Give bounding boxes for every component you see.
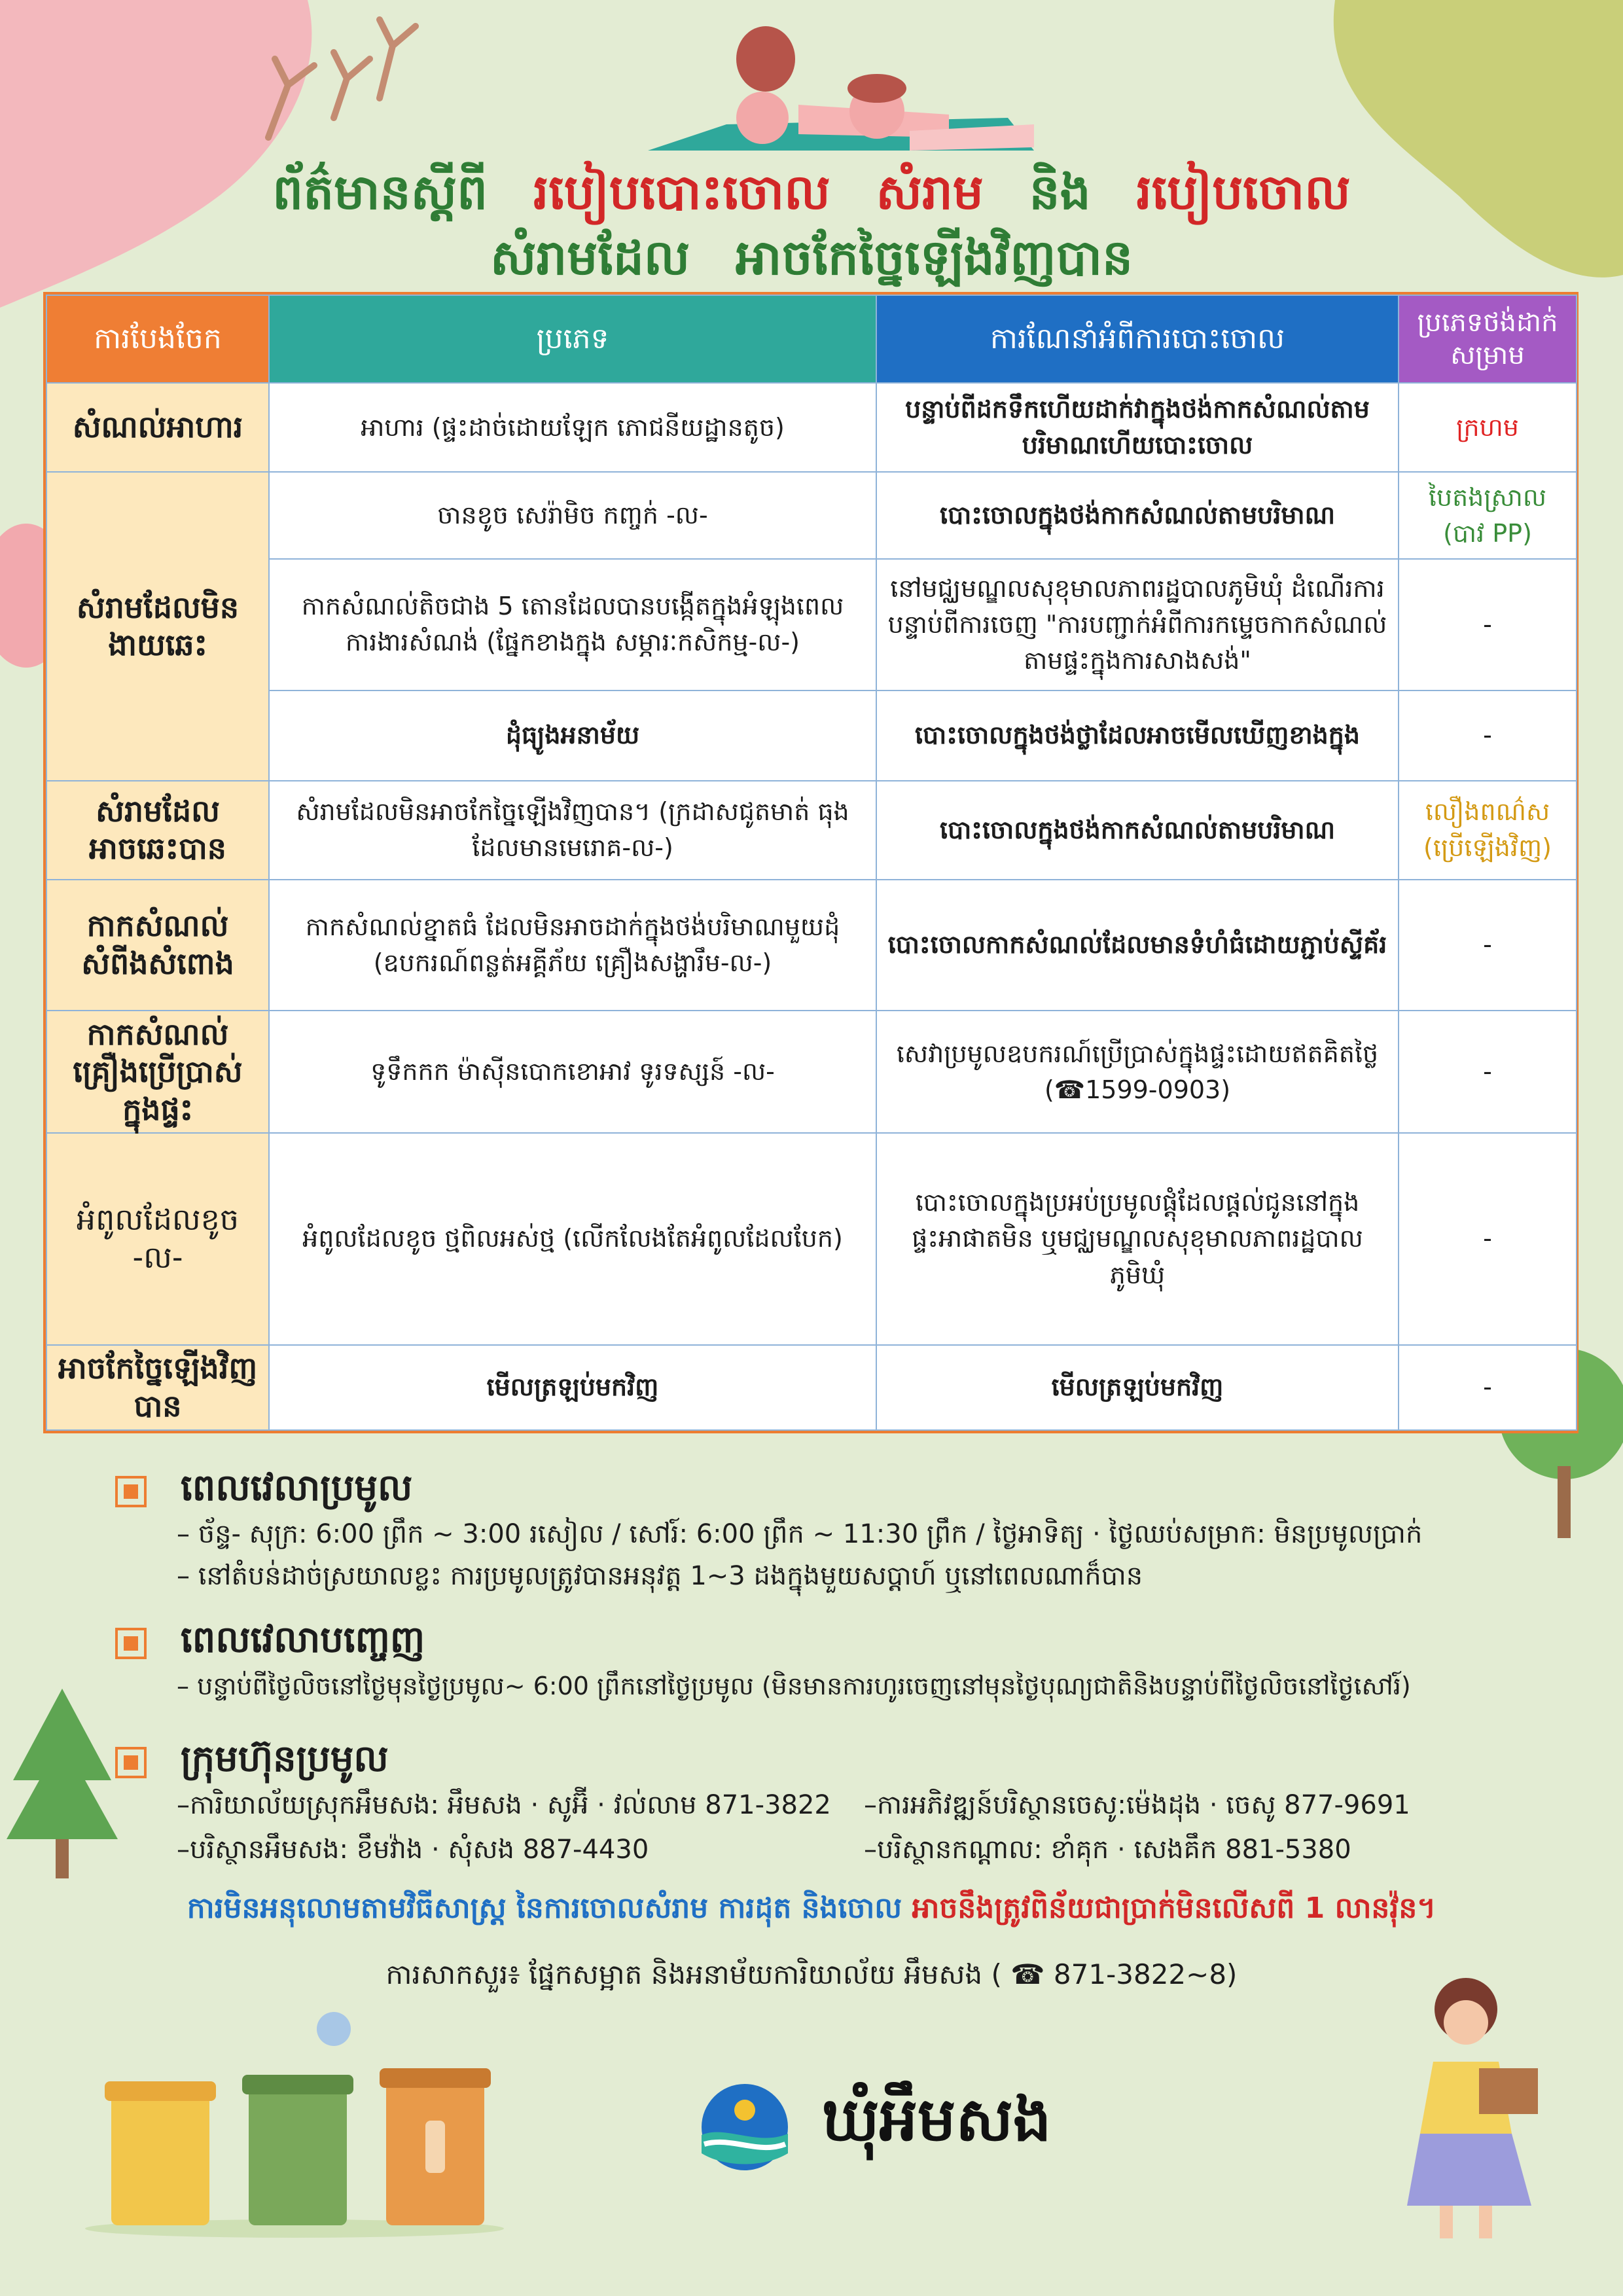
collection-time-heading <box>115 1465 412 1518</box>
table-row <box>46 1345 1577 1430</box>
table-row <box>46 781 1577 880</box>
square-bullet-icon <box>115 1628 147 1659</box>
title-part-garbage: សំរាម <box>876 164 984 221</box>
company-4: –បរិស្ថានកណ្ដាល: ខាំគុក · សេងគឹក 881-5380 <box>864 1835 1351 1865</box>
branch-decoration <box>236 7 432 151</box>
page-title-line-2 <box>0 228 1623 298</box>
header-type: ប្រភេទ <box>269 295 876 383</box>
table-row <box>46 559 1577 691</box>
table-row <box>46 472 1577 558</box>
row-type: មើលត្រឡប់មកវិញ <box>269 1345 876 1430</box>
row-type: អំពូលដែលខូច ថ្មពិលអស់ថ្ម (លើកលែងតែអំពូលដែលបែក) <box>269 1133 876 1344</box>
table-row <box>46 383 1577 472</box>
row-category: សំណល់អាហារ <box>46 383 269 472</box>
row-category: កាកសំណល់សំពីងសំពោង <box>46 880 269 1011</box>
row-bag: ក្រហម <box>1399 383 1577 472</box>
row-bag: - <box>1399 1011 1577 1133</box>
row-category: អាចកែច្នៃឡើងវិញបាន <box>46 1345 269 1430</box>
table-row <box>46 691 1577 781</box>
square-bullet-icon <box>115 1476 147 1507</box>
row-bag: បៃតងស្រាល (បាវ PP) <box>1399 472 1577 558</box>
title-part-which: សំរាមដែល <box>490 230 690 286</box>
row-type: សំរាមដែលមិនអាចកែច្នៃឡើងវិញបាន។ (ក្រដាសជូតមាត់ ធុងដែលមានមេរោគ-ល-) <box>269 781 876 880</box>
row-bag: - <box>1399 559 1577 691</box>
row-guidance: បោះចោលក្នុងប្រអប់ប្រមូលផ្ដុំដែលផ្ដល់ជូននៅក្នុង ផ្ទះអាផាតមិន ឬមជ្ឈមណ្ឌលសុខុមាលភាពរដ្ឋបាល ភូមិឃុំ <box>876 1133 1399 1344</box>
recycling-bins-illustration <box>72 2003 517 2238</box>
title-part-disposal: របៀបចោល <box>1136 164 1351 221</box>
penalty-warning <box>0 1890 1623 1932</box>
header-guidance: ការណែនាំអំពីការបោះចោល <box>876 295 1399 383</box>
discharge-time-title: ពេលវេលាបញ្ចេញ <box>181 1619 425 1661</box>
contact-info: ការសាកសួរ៖ ផ្នែកសម្អាត និងអនាម័យការិយាល័យ អឹមសង ( ☎ 871-3822~8) <box>385 1958 1238 1990</box>
company-1: –ការិយាល័យស្រុកអឹមសង: អឹមសង · សូអ៊ី · វល់លាម 871-3822 <box>177 1790 831 1820</box>
row-category: សំរាមដែលអាចឆេះបាន <box>46 781 269 880</box>
row-category: អំពូលដែលខូច -ល- <box>46 1133 269 1344</box>
company-2: –ការអភិវឌ្ឍន៍បរិស្ថានចេសូ:ម៉េងដុង · ចេសូ 877-9691 <box>864 1790 1410 1820</box>
companies-title: ក្រុមហ៊ុនប្រមូល <box>181 1738 389 1780</box>
row-bag: លឿងពណ៌ស (ប្រើឡើងវិញ) <box>1399 781 1577 880</box>
title-part-recyclable: អាចកែច្នៃឡើងវិញបាន <box>736 230 1133 286</box>
row-category: កាកសំណល់គ្រឿងប្រើប្រាស់ក្នុងផ្ទះ <box>46 1011 269 1133</box>
header-category: ការបែងចែក <box>46 295 269 383</box>
row-type: ចានខូច សេរ៉ាមិច កញ្ចក់ -ល- <box>269 472 876 558</box>
row-guidance: បន្ទាប់ពីដកទឹកហើយដាក់វាក្នុងថង់កាកសំណល់តាមបរិមាណហើយបោះចោល <box>876 383 1399 472</box>
collection-time-line-2: – នៅតំបន់ដាច់ស្រយាលខ្លះ ការប្រមូលត្រូវបានអនុវត្ត 1~3 ដងក្នុងមួយសប្ដាហ៍ ឬនៅពេលណាក៏បាន <box>177 1561 1143 1591</box>
woman-with-box-illustration <box>1381 1970 1558 2245</box>
row-type: អាហារ (ផ្ទះដាច់ដោយឡែក ភោជនីយដ្ឋានតូច) <box>269 383 876 472</box>
title-part-method: របៀបបោះចោល <box>533 164 830 221</box>
warning-part-1: ការមិនអនុលោមតាមវិធីសាស្ត្រ នៃការចោលសំរាម ការដុត និងចោល <box>187 1892 902 1925</box>
table-row <box>46 1011 1577 1133</box>
discharge-time-heading <box>115 1617 425 1670</box>
table-row <box>46 880 1577 1011</box>
company-3: –បរិស្ថានអឹមសង: ខឹមវ៉ាង · សុំសង 887-4430 <box>177 1835 649 1865</box>
companies-heading <box>115 1736 389 1789</box>
row-guidance: មើលត្រឡប់មកវិញ <box>876 1345 1399 1430</box>
title-part-info: ព័ត៌មានស្ដីពី <box>272 164 488 221</box>
row-guidance: បោះចោលក្នុងថង់កាកសំណល់តាមបរិមាណ <box>876 781 1399 880</box>
disposal-guide-table <box>43 292 1578 1433</box>
row-guidance: បោះចោលក្នុងថង់កាកសំណល់តាមបរិមាណ <box>876 472 1399 558</box>
people-lying-illustration <box>641 20 1047 157</box>
row-type: ដុំធ្យូងអនាម័យ <box>269 691 876 781</box>
collection-time-line-1: – ច័ន្ទ- សុក្រ: 6:00 ព្រឹក ~ 3:00 រសៀល / សៅរ៍: 6:00 ព្រឹក ~ 11:30 ព្រឹក / ថ្ងៃអាទិត្យ · ថ្ងៃឈប់សម្រាក: មិនប្រមូលប្រាក់ <box>177 1519 1423 1549</box>
collection-time-title: ពេលវេលាប្រមូល <box>181 1467 413 1509</box>
row-guidance: នៅមជ្ឈមណ្ឌលសុខុមាលភាពរដ្ឋបាលភូមិឃុំ ដំណើរការបន្ទាប់ពីការចេញ "ការបញ្ជាក់អំពីការកម្ទេចកាកសំណល់តាមផ្ទះក្នុងការសាងសង់" <box>876 559 1399 691</box>
square-bullet-icon <box>115 1747 147 1778</box>
discharge-time-line-1: – បន្ទាប់ពីថ្ងៃលិចនៅថ្ងៃមុនថ្ងៃប្រមូល~ 6:00 ព្រឹកនៅថ្ងៃប្រមូល (មិនមានការហូរចេញនៅមុនថ្ងៃបុណ្យជាតិនិងបន្ទាប់ពីថ្ងៃលិចនៅថ្ងៃសៅរ៍) <box>177 1672 1411 1700</box>
row-guidance: បោះចោលកាកសំណល់ដែលមានទំហំធំដោយភ្ជាប់ស្ទីគ័រ <box>876 880 1399 1011</box>
row-guidance: បោះចោលក្នុងថង់ថ្លាដែលអាចមើលឃើញខាងក្នុង <box>876 691 1399 781</box>
title-part-and: និង <box>1029 164 1091 221</box>
row-bag: - <box>1399 1133 1577 1344</box>
warning-part-2: អាចនឹងត្រូវពិន័យជាប្រាក់មិនលើសពី 1 លានវ៉ុន។ <box>912 1892 1436 1925</box>
row-bag: - <box>1399 880 1577 1011</box>
emseong-logo-icon <box>699 2081 791 2173</box>
table-row <box>46 1133 1577 1344</box>
row-bag: - <box>1399 691 1577 781</box>
page-title-line-1 <box>0 162 1623 233</box>
header-bag-type: ប្រភេទថង់ដាក់សម្រាម <box>1399 295 1577 383</box>
row-guidance: សេវាប្រមូលឧបករណ៍ប្រើប្រាស់ក្នុងផ្ទះដោយឥតគិតថ្លៃ (☎1599-0903) <box>876 1011 1399 1133</box>
row-category: សំរាមដែលមិនងាយឆេះ <box>46 472 269 781</box>
row-type: កាកសំណល់ខ្នាតធំ ដែលមិនអាចដាក់ក្នុងថង់បរិមាណមួយដុំ (ឧបករណ៍ពន្លត់អគ្គីភ័យ គ្រឿងសង្ហារឹម-ល-) <box>269 880 876 1011</box>
pine-tree-decoration <box>7 1689 118 1878</box>
row-type: កាកសំណល់តិចជាង 5 តោនដែលបានបង្កើតក្នុងអំឡុងពេលការងារសំណង់ (ផ្នែកខាងក្នុង សម្ភារៈកសិកម្ម-ល-) <box>269 559 876 691</box>
row-type: ទូទឹកកក ម៉ាស៊ីនបោកខោអាវ ទូរទស្សន៍ -ល- <box>269 1011 876 1133</box>
row-bag: - <box>1399 1345 1577 1430</box>
emseong-logo-text: ឃុំអឹមសង <box>822 2085 1052 2155</box>
